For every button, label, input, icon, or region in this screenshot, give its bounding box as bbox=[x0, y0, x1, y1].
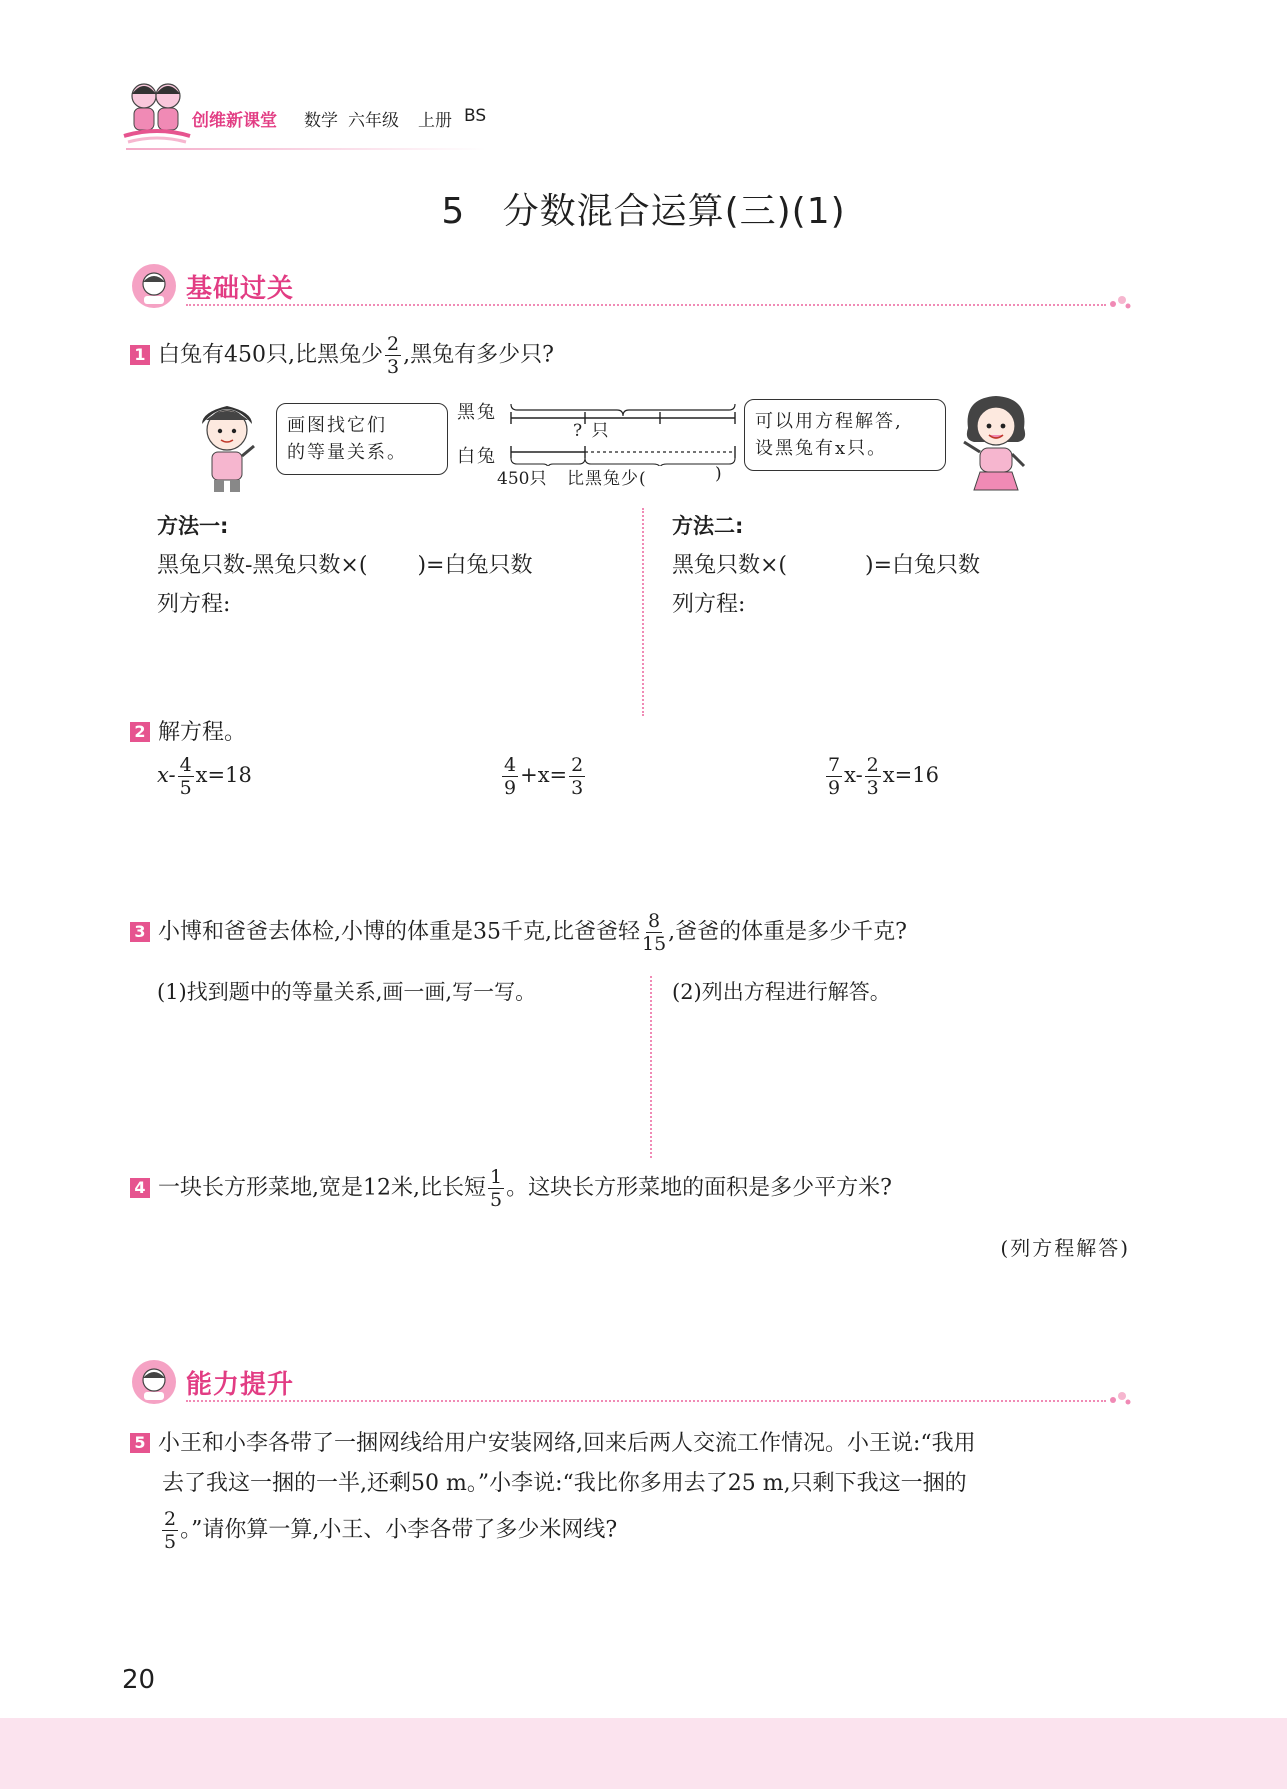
eq1-part-b: x=18 bbox=[195, 763, 252, 787]
volume: 上册 bbox=[418, 111, 452, 131]
question-3 bbox=[130, 910, 907, 955]
q3-divider bbox=[650, 976, 652, 1158]
boy-figure-icon bbox=[192, 398, 262, 494]
dots-icon bbox=[1108, 1390, 1132, 1406]
method-1-equation: 列方程: bbox=[157, 592, 231, 617]
q2-text: 解方程。 bbox=[158, 720, 247, 745]
segment-lines bbox=[509, 396, 739, 466]
diagram-black-label: 黑兔 bbox=[457, 402, 497, 423]
eq2-middle: +x= bbox=[520, 763, 568, 787]
eq1-part-a: x- bbox=[157, 763, 176, 787]
eq3-fraction-2 bbox=[865, 754, 881, 799]
method-1-relation-b: )=白兔只数 bbox=[417, 553, 533, 578]
q3-text-b: ,爸爸的体重是多少千克? bbox=[668, 919, 907, 945]
q5-line-2: 去了我这一捆的一半,还剩50 m。”小李说:“我比你多用去了25 m,只剩下我这一捆的 bbox=[162, 1471, 967, 1496]
girl-bubble-line-1: 可以用方程解答, bbox=[755, 411, 903, 432]
denominator: 9 bbox=[504, 777, 517, 799]
equation-2 bbox=[500, 754, 587, 799]
segment-diagram bbox=[455, 396, 735, 496]
method-1-title: 方法一: bbox=[157, 514, 229, 538]
q5-fraction bbox=[162, 1508, 178, 1553]
question-2 bbox=[130, 715, 246, 746]
boy-bubble-line-2: 的等量关系。 bbox=[287, 442, 407, 463]
numerator: 2 bbox=[387, 333, 400, 355]
equation-1 bbox=[157, 754, 252, 799]
girl-speech-bubble bbox=[744, 399, 946, 471]
section-basic-line bbox=[186, 304, 1106, 306]
q1-text-b: ,黑兔有多少只? bbox=[403, 342, 554, 368]
denominator: 5 bbox=[179, 777, 192, 799]
q5-line-1-text: 小王和小李各带了一捆网线给用户安装网络,回来后两人交流工作情况。小王说:“我用 bbox=[158, 1431, 976, 1456]
numerator: 2 bbox=[164, 1508, 177, 1530]
question-number: 1 bbox=[130, 345, 150, 365]
numerator: 4 bbox=[179, 754, 192, 776]
page-number: 20 bbox=[122, 1665, 156, 1695]
section-basic-title: 基础过关 bbox=[186, 274, 295, 304]
dots-icon bbox=[1108, 294, 1132, 310]
girl-figure-icon bbox=[956, 392, 1036, 496]
eq2-fraction-2 bbox=[569, 754, 585, 799]
diagram-less-label: 比黑兔少( bbox=[567, 469, 647, 489]
denominator: 15 bbox=[641, 933, 667, 955]
section-advanced-title: 能力提升 bbox=[186, 1370, 295, 1400]
section-advanced-header bbox=[130, 1358, 1130, 1410]
denominator: 5 bbox=[164, 1531, 177, 1553]
numerator: 7 bbox=[828, 754, 841, 776]
section-advanced-line bbox=[186, 1400, 1106, 1402]
q1-text-a: 白兔有450只,比黑兔少 bbox=[158, 342, 383, 368]
question-number: 5 bbox=[130, 1433, 150, 1453]
header-divider bbox=[126, 148, 486, 150]
question-number: 4 bbox=[130, 1178, 150, 1198]
question-4 bbox=[130, 1166, 892, 1211]
method-1 bbox=[157, 510, 637, 618]
eq3-middle: x- bbox=[844, 763, 863, 787]
method-2-relation-b: )=白兔只数 bbox=[865, 553, 981, 578]
denominator: 3 bbox=[866, 777, 879, 799]
equation-3 bbox=[824, 754, 939, 799]
question-number: 3 bbox=[130, 922, 150, 942]
method-1-relation bbox=[157, 548, 637, 579]
diagram-white-label: 白兔 bbox=[457, 446, 497, 467]
header bbox=[122, 78, 487, 148]
method-2-equation: 列方程: bbox=[672, 592, 746, 617]
method-2-relation bbox=[672, 548, 1122, 579]
denominator: 9 bbox=[828, 777, 841, 799]
page-title: 5 分数混合运算(三)(1) bbox=[441, 191, 846, 232]
boy-bubble-line-1: 画图找它们 bbox=[287, 415, 387, 436]
girl-bubble-line-2: 设黑兔有x只。 bbox=[755, 438, 888, 459]
q3-text-a: 小博和爸爸去体检,小博的体重是35千克,比爸爸轻 bbox=[158, 919, 640, 945]
kids-logo-icon bbox=[122, 78, 192, 146]
eq3-fraction-1 bbox=[826, 754, 842, 799]
diagram-less-close: ) bbox=[715, 464, 722, 484]
q3-fraction bbox=[642, 910, 666, 955]
boy-speech-bubble bbox=[276, 403, 448, 475]
q4-text-b: 。这块长方形菜地的面积是多少平方米? bbox=[506, 1175, 892, 1201]
denominator: 3 bbox=[571, 777, 584, 799]
q4-note: (列方程解答) bbox=[1000, 1236, 1130, 1260]
numerator: 4 bbox=[504, 754, 517, 776]
question-number: 2 bbox=[130, 722, 150, 742]
footer-band bbox=[0, 1718, 1287, 1789]
brand-name: 创维新课堂 bbox=[192, 111, 277, 131]
q1-fraction bbox=[385, 333, 401, 378]
eq3-end: x=16 bbox=[882, 763, 939, 787]
edition: BS bbox=[464, 106, 487, 126]
denominator: 5 bbox=[489, 1189, 503, 1211]
q5-line-3 bbox=[130, 1508, 976, 1553]
method-2-relation-a: 黑兔只数×( bbox=[672, 553, 788, 578]
numerator: 8 bbox=[648, 910, 661, 932]
eq1-fraction bbox=[178, 754, 194, 799]
grade: 六年级 bbox=[348, 111, 399, 131]
section-basic-header bbox=[130, 262, 1130, 314]
q3-part-1: (1)找到题中的等量关系,画一画,写一写。 bbox=[157, 980, 537, 1004]
girl-badge-icon bbox=[130, 1358, 178, 1406]
subject: 数学 bbox=[304, 111, 338, 131]
method-2-title: 方法二: bbox=[672, 514, 744, 538]
diagram-white-count: 450只 bbox=[497, 469, 547, 489]
q5-line-1 bbox=[130, 1424, 976, 1464]
numerator: 2 bbox=[866, 754, 879, 776]
numerator: 1 bbox=[489, 1166, 503, 1188]
diagram-unknown-label: ? 只 bbox=[573, 421, 611, 441]
q5-line-3-text: 。”请你算一算,小王、小李各带了多少米网线? bbox=[180, 1517, 618, 1543]
method-divider bbox=[642, 508, 644, 716]
denominator: 3 bbox=[387, 356, 400, 378]
q4-text-a: 一块长方形菜地,宽是12米,比长短 bbox=[158, 1175, 486, 1201]
q3-part-2: (2)列出方程进行解答。 bbox=[672, 980, 891, 1004]
method-1-relation-a: 黑兔只数-黑兔只数×( bbox=[157, 553, 368, 578]
girl-badge-icon bbox=[130, 262, 178, 310]
eq2-fraction-1 bbox=[502, 754, 518, 799]
q4-fraction bbox=[488, 1166, 504, 1211]
numerator: 2 bbox=[571, 754, 584, 776]
method-2 bbox=[672, 510, 1122, 618]
question-5 bbox=[130, 1424, 976, 1553]
question-1 bbox=[130, 333, 554, 378]
